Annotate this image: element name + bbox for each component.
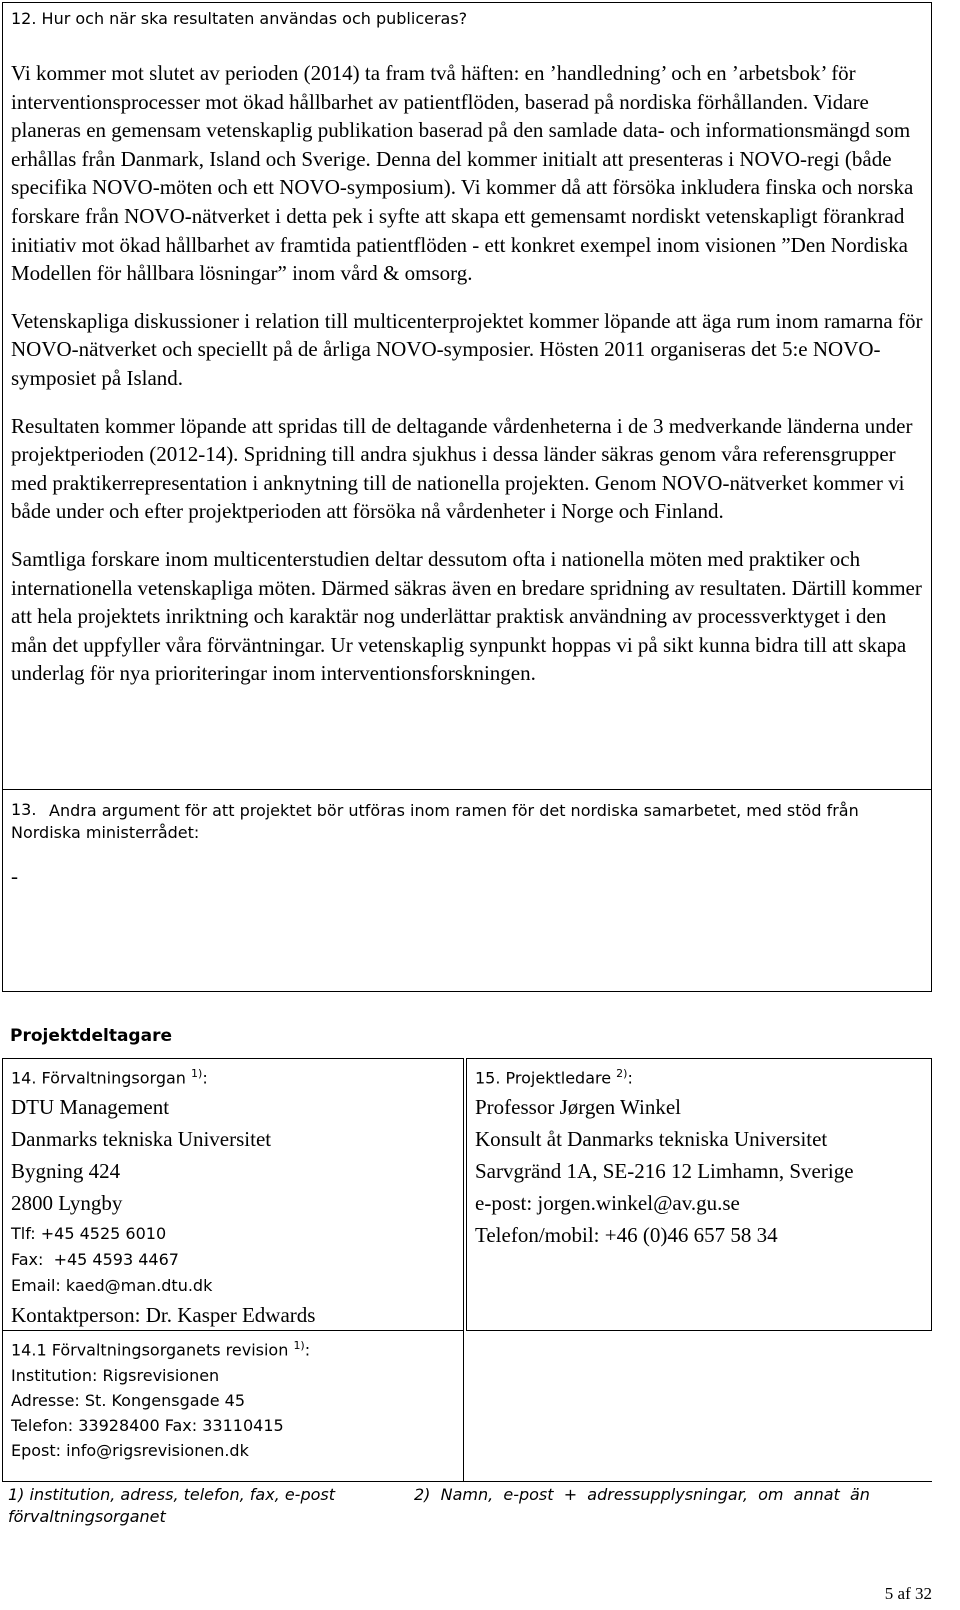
revision-line: Adresse: St. Kongensgade 45	[11, 1391, 245, 1410]
section-14-note: 1)	[191, 1067, 203, 1080]
section-14-box	[2, 1058, 464, 1331]
footnote-right: 2) Namn, e-post + adressupplysningar, om annat än	[414, 1485, 870, 1504]
section-12-paragraph-3: Resultaten kommer löpande att spridas till de deltagande vårdenheterna i de 3 medverkande länderna under projektperioden (2012-14). Spridning till andra sjukhus i dessa länder säkras genom våra referensgrupper med praktikerrepresentation i anknytning till de nationella projekten. Genom NOVO-nätverket kommer vi både under och efter projektperioden att försöka nå vårdenheter i Norge och Finland.	[11, 413, 913, 524]
section-13-box	[2, 789, 932, 992]
page-number: 5 af 32	[884, 1584, 932, 1603]
section-12-heading: 12. Hur och när ska resultaten användas och publiceras?	[11, 9, 468, 28]
section-13-answer: -	[11, 864, 18, 888]
org-line: 2800 Lyngby	[11, 1191, 123, 1215]
revision-line: Epost: info@rigsrevisionen.dk	[11, 1441, 249, 1460]
revision-line: Telefon: 33928400 Fax: 33110415	[11, 1416, 284, 1435]
footnote-rule	[2, 1481, 932, 1482]
section-13-heading: Andra argument för att projektet bör utföras inom ramen för det nordiska samarbetet, med stöd från Nordiska ministerrådet:	[11, 801, 859, 842]
section-14-heading: 14. Förvaltningsorgan $^{1)}$:	[11, 1067, 208, 1088]
section-12-paragraph-1: Vi kommer mot slutet av perioden (2014) ta fram två häften: en ’handledning’ och en ’arbetsbok’ för interventionsprocesser mot ökad hållbarhet av patientflöden, baserad på nordiska förhållanden. Vidare planeras en gemensam vetenskaplig publikation baserad på den samlade data- och informationsmängd som erhållas från Danmark, Island och Sverige. Denna del kommer initialt att presenteras i NOVO-regi (både specifika NOVO-möten och ett NOVO-symposium). Vi kommer då att försöka inkludera finska och norska forskare från NOVO-nätverket i detta pek i syfte att skapa ett gemensamt nordiskt vetenskapligt förankrad initiativ mot ökad hållbarhet av framtida patientflöden - ett konkret exempel inom visionen ”Den Nordiska Modellen för hållbara lösningar” inom vård & omsorg.	[11, 61, 914, 286]
org-contact: Kontaktperson: Dr. Kasper Edwards	[11, 1303, 316, 1327]
section-13-number: 13.	[11, 800, 37, 819]
section-14-1-note: 1)	[293, 1339, 305, 1352]
section-14-1-box	[2, 1330, 464, 1482]
org-phone: Tlf: +45 4525 6010	[11, 1224, 167, 1243]
section-12-box	[2, 2, 932, 790]
org-line: DTU Management	[11, 1095, 170, 1119]
org-line: Bygning 424	[11, 1159, 121, 1183]
org-line: Danmarks tekniska Universitet	[11, 1127, 272, 1151]
leader-line: Professor Jørgen Winkel	[475, 1095, 682, 1119]
leader-line: Konsult åt Danmarks tekniska Universitet	[475, 1127, 828, 1151]
section-12-paragraph-4: Samtliga forskare inom multicenterstudien deltar dessutom ofta i nationella möten med praktiker och internationella vetenskapliga möten. Därmed säkras även en bredare spridning av resultaten. Därtill kommer att hela projektets inriktning och karaktär nog underlättar praktisk användning av processverktyget i den mån det uppfyller våra förväntningar. Ur vetenskaplig synpunkt hoppas vi på sikt kunna bidra till att skapa underlag för nya prioriteringar inom interventionsforskningen.	[11, 546, 922, 686]
org-email: Email: kaed@man.dtu.dk	[11, 1276, 213, 1295]
section-15-note: 2)	[616, 1067, 628, 1080]
org-fax: Fax: +45 4593 4467	[11, 1250, 179, 1269]
leader-email: e-post: jorgen.winkel@av.gu.se	[475, 1191, 740, 1215]
leader-line: Sarvgränd 1A, SE-216 12 Limhamn, Sverige	[475, 1159, 854, 1183]
participants-heading: Projektdeltagare	[10, 1026, 172, 1046]
section-12-paragraph-2: Vetenskapliga diskussioner i relation till multicenterprojektet kommer löpande att äga rum inom ramarna för NOVO-nätverket och speciellt på de årliga NOVO-symposier. Hösten 2011 organiseras det 5:e NOVO-symposiet på Island.	[11, 308, 923, 390]
revision-line: Institution: Rigsrevisionen	[11, 1366, 220, 1385]
section-15-heading: 15. Projektledare $^{2)}$:	[475, 1067, 633, 1088]
section-14-1-heading: 14.1 Förvaltningsorganets revision $^{1)}$:	[11, 1339, 311, 1360]
footnote-left: 1) institution, adress, telefon, fax, e-post förvaltningsorganet	[8, 1485, 335, 1526]
section-15-box	[466, 1058, 932, 1331]
leader-phone: Telefon/mobil: +46 (0)46 657 58 34	[475, 1223, 778, 1247]
